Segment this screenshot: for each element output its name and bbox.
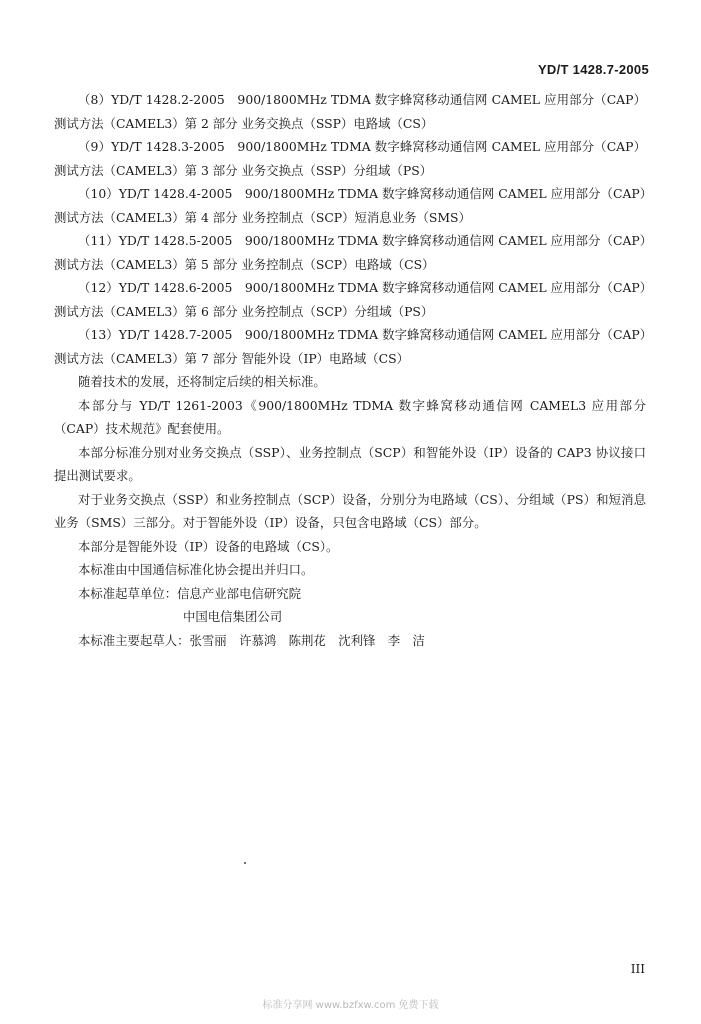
reference-item-11: （11）YD/T 1428.5-2005 900/1800MHz TDMA 数字蜂窝移动通信网 CAMEL 应用部分（CAP）测试方法（CAMEL3）第 5 部分 业务控制点（SCP）电路域（CS） [54, 233, 646, 272]
this-part-paragraph: 本部分是智能外设（IP）设备的电路域（CS）。 [78, 538, 339, 554]
drafting-organization-line: 本标准起草单位：信息产业部电信研究院 [78, 585, 302, 601]
proposed-by-paragraph: 本标准由中国通信标准化协会提出并归口。 [78, 562, 314, 577]
reference-item-9: （9）YD/T 1428.3-2005 900/1800MHz TDMA 数字蜂窝移动通信网 CAMEL 应用部分（CAP）测试方法（CAMEL3）第 3 部分 业务交换点（SSP）分组域（PS） [54, 139, 646, 178]
reference-item-10: （10）YD/T 1428.4-2005 900/1800MHz TDMA 数字蜂窝移动通信网 CAMEL 应用部分（CAP）测试方法（CAMEL3）第 4 部分 业务控制点（SCP）短消息业务（SMS） [54, 186, 646, 225]
foreword-body [54, 88, 646, 652]
scope-paragraph: 本部分标准分别对业务交换点（SSP）、业务控制点（SCP）和智能外设（IP）设备的 CAP3 协议接口提出测试要求。 [54, 444, 646, 483]
drafting-authors-line: 本标准主要起草人：张雪丽 许慕鸿 陈荆花 沈利锋 李 洁 [78, 632, 425, 648]
reference-item-12: （12）YD/T 1428.6-2005 900/1800MHz TDMA 数字蜂窝移动通信网 CAMEL 应用部分（CAP）测试方法（CAMEL3）第 6 部分 业务控制点（SCP）分组域（PS） [54, 280, 646, 319]
drafting-organization-second: 中国电信集团公司 [183, 609, 283, 624]
standard-code-header: YD/T 1428.7-2005 [537, 62, 649, 77]
future-standards-paragraph: 随着技术的发展，还将制定后续的相关标准。 [78, 374, 326, 389]
page-number: III [630, 962, 645, 976]
scan-dot-mark [244, 862, 246, 864]
division-paragraph: 对于业务交换点（SSP）和业务控制点（SCP）设备，分别分为电路域（CS）、分组域（PS）和短消息业务（SMS）三部分。对于智能外设（IP）设备，只包含电路域（CS）部分。 [54, 491, 646, 530]
site-watermark: 标准分享网 www.bzfxw.com 免费下载 [262, 1000, 439, 1011]
reference-item-8: （8）YD/T 1428.2-2005 900/1800MHz TDMA 数字蜂窝移动通信网 CAMEL 应用部分（CAP）测试方法（CAMEL3）第 2 部分 业务交换点（SSP）电路域（CS） [54, 92, 646, 131]
reference-item-13: （13）YD/T 1428.7-2005 900/1800MHz TDMA 数字蜂窝移动通信网 CAMEL 应用部分（CAP）测试方法（CAMEL3）第 7 部分 智能外设（IP）电路域（CS） [54, 327, 646, 366]
used-with-paragraph: 本部分与 YD/T 1261-2003《900/1800MHz TDMA 数字蜂窝移动通信网 CAMEL3 应用部分（CAP）技术规范》配套使用。 [54, 397, 646, 436]
